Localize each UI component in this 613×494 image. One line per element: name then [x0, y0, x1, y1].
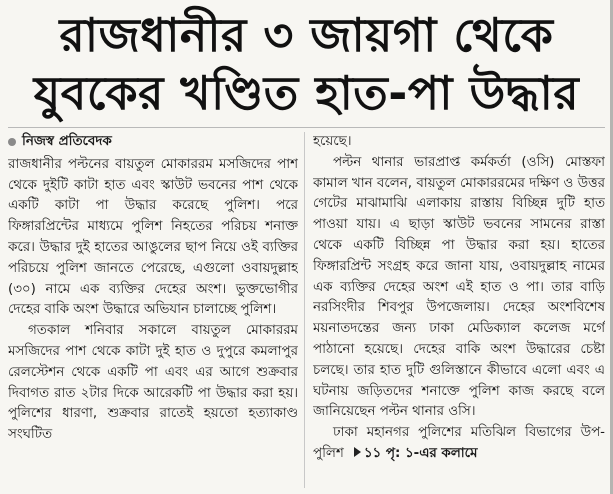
- paragraph: হয়েছে।: [313, 134, 352, 149]
- article-column-right: [313, 132, 605, 490]
- play-triangle-icon: [354, 447, 361, 457]
- paragraph-last-text: ঢাকা মহানগর পুলিশের মতিঝিল বিভাগের উপ-পুলিশ: [313, 425, 605, 461]
- headline-line-1: রাজধানীর ৩ জায়গা থেকে: [59, 8, 554, 62]
- headline: [0, 6, 613, 122]
- byline-bullet-icon: [8, 138, 16, 146]
- byline: [8, 132, 298, 153]
- paragraph: পল্টন থানার ভারপ্রাপ্ত কর্মকর্তা (ওসি) মোস্তফা কামাল খান বলেন, বায়তুল মোকাররমের দক্ষিণ ও উত্তর গেটের মাঝামাঝি এলাকায় রাস্তায় বিচ্ছিন্ন দুটি হাত পাওয়া যায়। এ ছাড়া স্কাউট ভবনের সামনের রাস্তা থেকে একটি বিচ্ছিন্ন পা উদ্ধার করা হয়। হাতের ফিঙ্গারপ্রিন্ট সংগ্রহ করে জানা যায়, ওবায়দুল্লাহ নামের এক ব্যক্তির দেহের অংশ এই হাত ও পা। তার বাড়ি নরসিংদীর শিবপুর উপজেলায়। দেহের অংশবিশেষ ময়নাতদন্তের জন্য ঢাকা মেডিক্যাল কলেজ মর্গে পাঠানো হয়েছে। দেহের বাকি অংশ উদ্ধারের চেষ্টা চলছে। তার হাত দুটি গুলিস্তানে কীভাবে এলো এবং এ ঘটনায় জড়িতদের শনাক্তে পুলিশ কাজ করছে বলে জানিয়েছেন পল্টন থানার ওসি।: [313, 154, 605, 420]
- byline-text: নিজস্ব প্রতিবেদক: [22, 134, 112, 149]
- continuation-text: ১১ পৃ: ১-এর কলামে: [363, 445, 478, 461]
- paragraph: গতকাল শনিবার সকালে বায়তুল মোকাররম মসজিদের পাশ থেকে কাটা দুই হাত ও দুপুরে কমলাপুর রেলস্টেশন থেকে একটি পা এবং এর আগে শুক্রবার দিবাগত রাত ২টার দিকে আরেকটি পা উদ্ধার করা হয়। পুলিশের ধারণা, শুক্রবার রাতেই হয়তো হত্যাকাণ্ড সংঘটিত: [8, 323, 298, 443]
- paragraph: রাজধানীর পল্টনের বায়তুল মোকাররম মসজিদের পাশ থেকে দুইটি কাটা হাত এবং স্কাউট ভবনের পাশ থেকে একটি কাটা পা উদ্ধার করেছে পুলিশ। পরে ফিঙ্গারপ্রিন্টের মাধ্যমে পুলিশ নিহতের পরিচয় শনাক্ত করে। উদ্ধার দুই হাতের আঙুলের ছাপ নিয়ে ওই ব্যক্তির পরিচয়ে পুলিশ জানতে পেরেছে, এগুলো ওবায়দুল্লাহ (৩০) নামে এক ব্যক্তির দেহের অংশ। ভুক্তভোগীর দেহের বাকি অংশ উদ্ধারে অভিযান চালাচ্ছে পুলিশ।: [8, 156, 298, 318]
- article-column-left: [8, 132, 298, 490]
- paragraph-last: [313, 423, 605, 465]
- continuation-jump: [354, 446, 478, 461]
- headline-line-2: যুবকের খণ্ডিত হাত-পা উদ্ধার: [33, 66, 580, 120]
- headline-divider: [8, 127, 605, 128]
- column-rule: [304, 132, 305, 488]
